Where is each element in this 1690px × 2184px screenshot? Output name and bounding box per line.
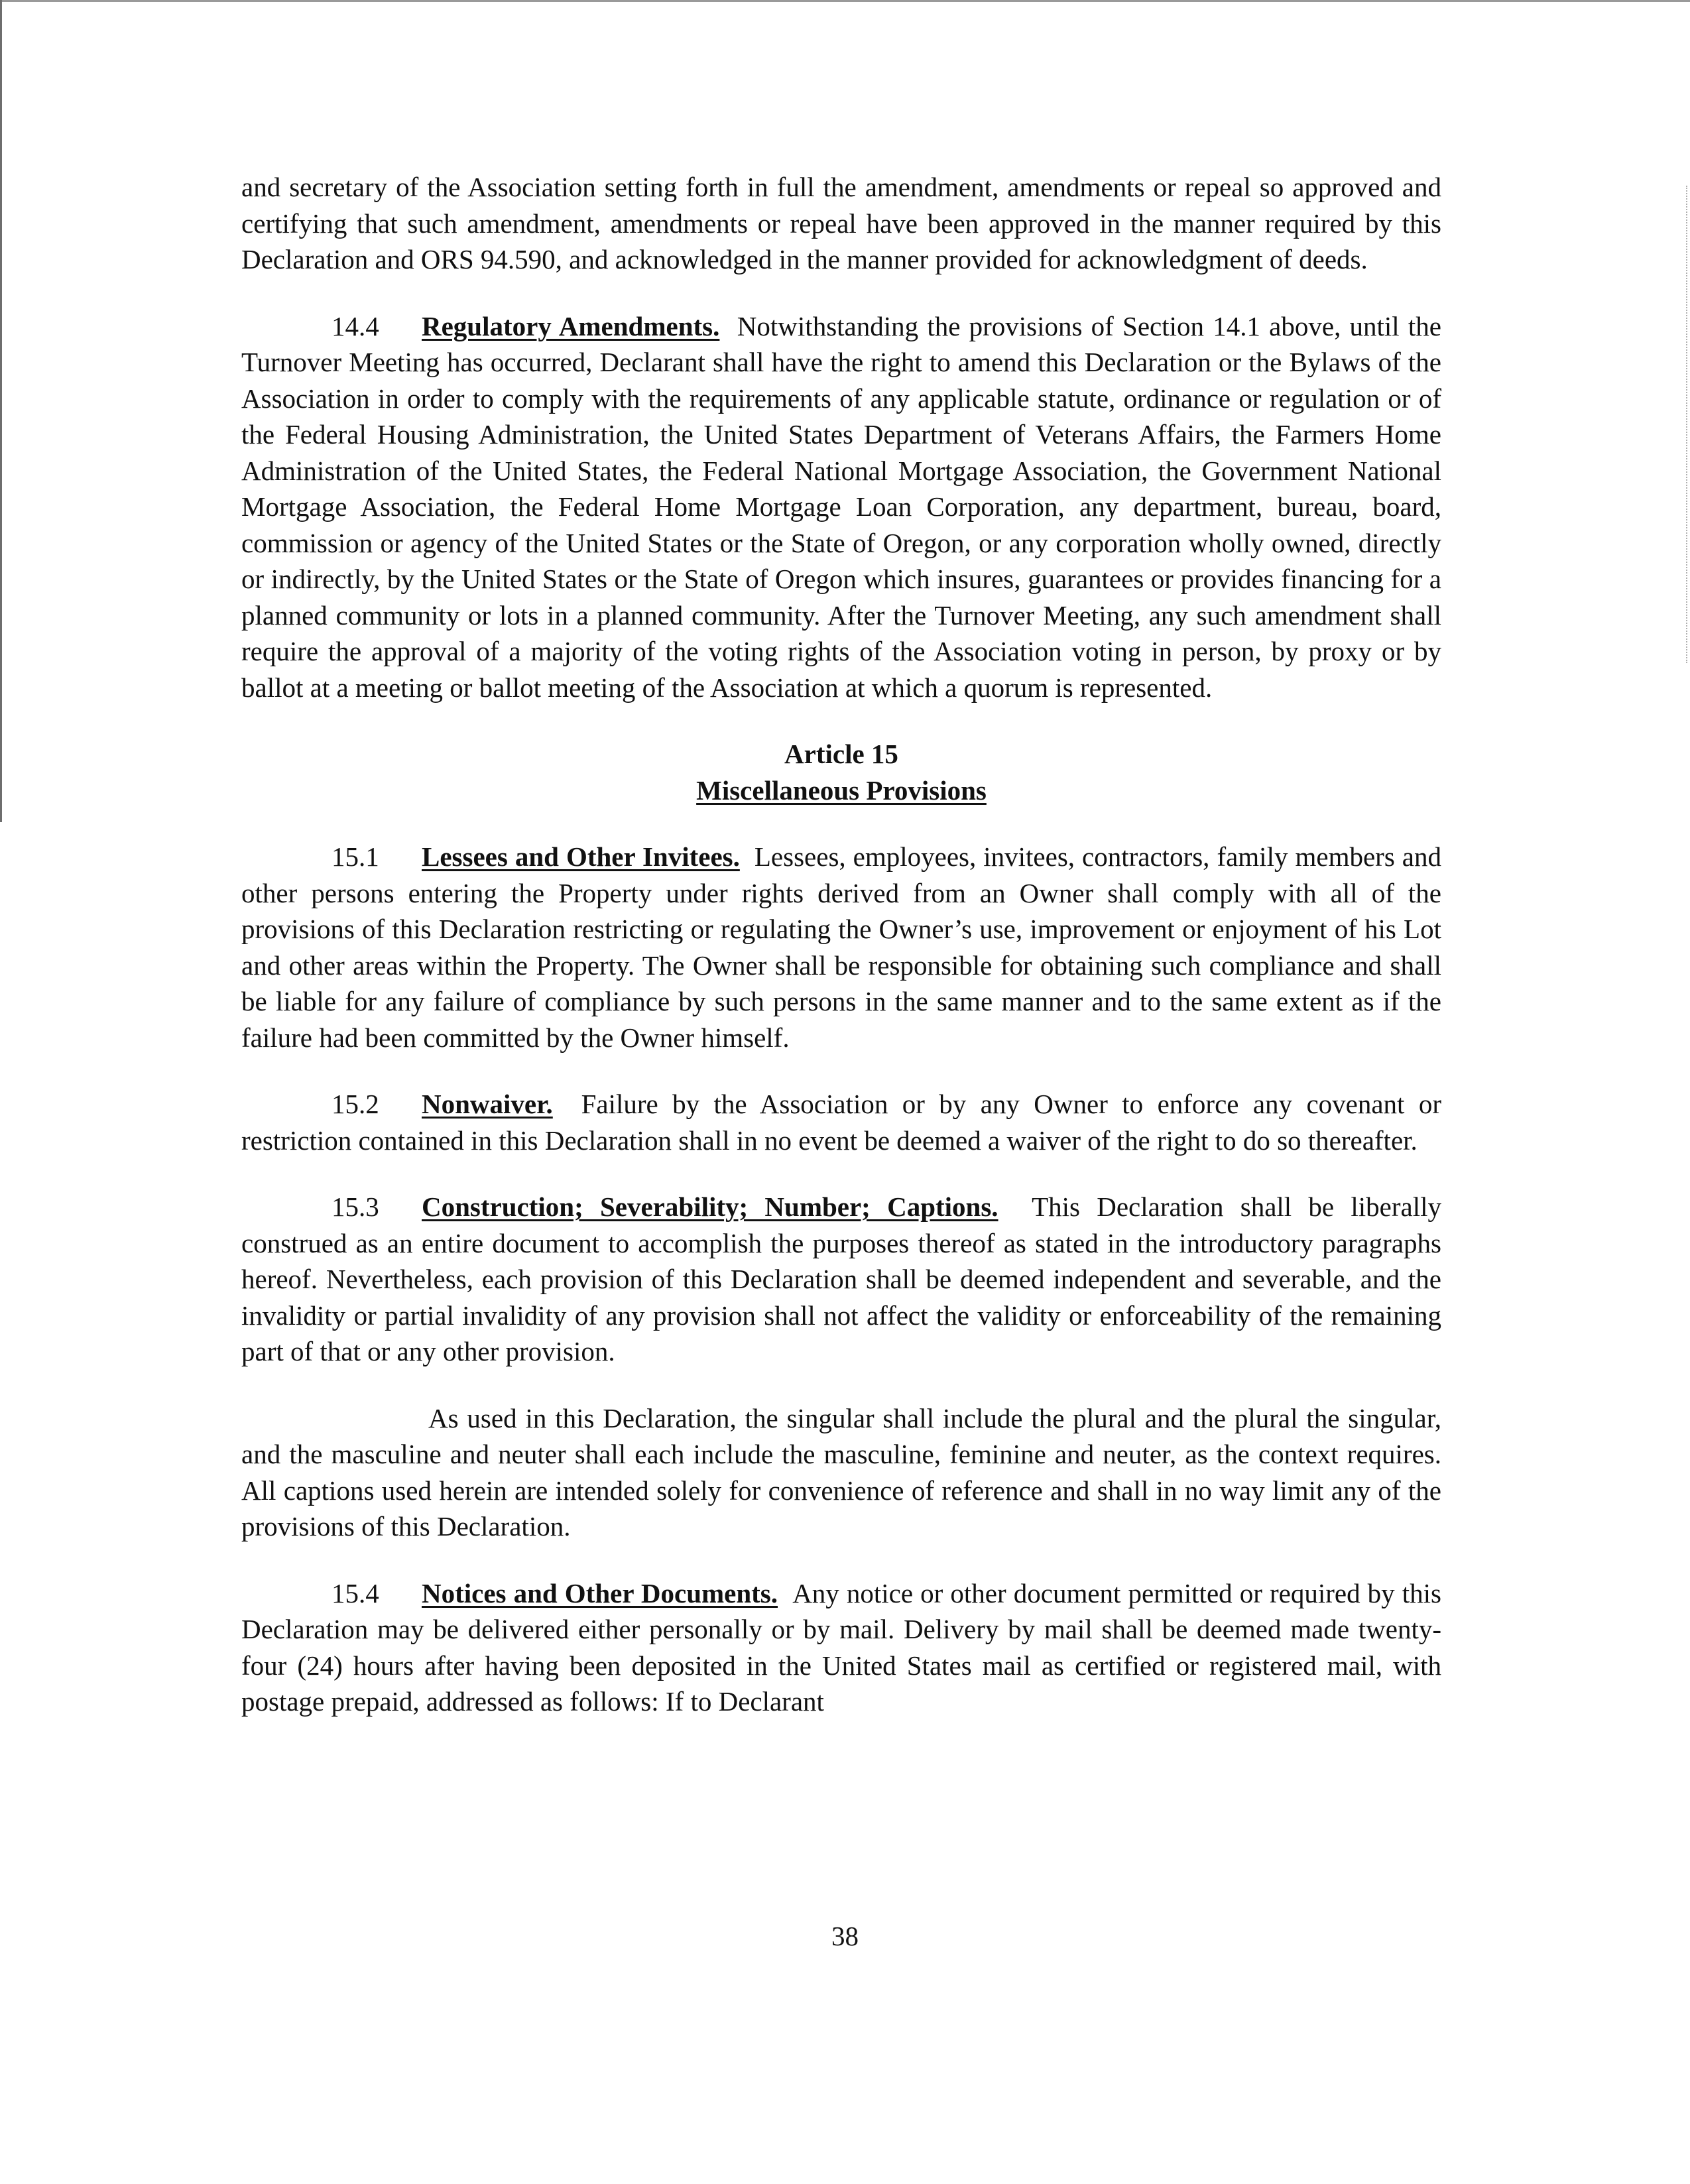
section-15-1-text: Lessees, employees, invitees, contractors, family members and other persons entering the Property under rights derived from an Owner shall comply with all of the provisions of this Declaration restricting or regulating the Owner’s use, improvement or enjoyment of his Lot and other areas within the Property. The Owner shall be responsible for obtaining such compliance and shall be liable for any failure of compliance by such persons in the same manner and to the same extent as if the failure had been committed by the Owner himself. — [241, 841, 1441, 1053]
scan-top-edge — [0, 0, 1690, 2]
section-15-3-number: 15.3 — [332, 1191, 379, 1222]
section-15-3-heading: Construction; Severability; Number; Captions. — [422, 1191, 998, 1222]
section-15-4-heading: Notices and Other Documents. — [422, 1577, 778, 1608]
section-15-4-text: Any notice or other document permitted or required by this Declaration may be delivered either personally or by mail. Delivery by mail shall be deemed made twenty-four (24) hours after having been deposited in the United States mail as certified or registered mail, with postage prepaid, addressed as follows: If to Declarant — [241, 1577, 1441, 1717]
section-15-2-text: Failure by the Association or by any Owner to enforce any covenant or restriction contained in this Declaration shall in no event be deemed a waiver of the right to do so thereafter. — [241, 1089, 1441, 1156]
article-15-title — [241, 772, 1441, 809]
section-15-2-heading: Nonwaiver. — [422, 1089, 553, 1119]
section-15-1 — [241, 839, 1441, 1056]
article-title: Miscellaneous Provisions — [696, 774, 987, 806]
section-15-1-heading: Lessees and Other Invitees. — [422, 841, 740, 872]
section-15-2 — [241, 1086, 1441, 1158]
section-14-4-number: 14.4 — [332, 310, 379, 341]
article-15-label — [241, 736, 1441, 772]
section-15-3-continuation — [241, 1400, 1441, 1545]
section-15-1-number: 15.1 — [332, 841, 379, 872]
scan-left-edge — [0, 0, 2, 822]
opening-paragraph-text: and secretary of the Association setting forth in full the amendment, amendments or repeal so approved and certifying that such amendment, amendments or repeal have been approved in the manner required by this Declaration and ORS 94.590, and acknowledged in the manner provided for acknowledgment of deeds. — [241, 172, 1441, 274]
section-14-4-heading: Regulatory Amendments. — [422, 310, 720, 341]
section-15-4-number: 15.4 — [332, 1577, 379, 1608]
opening-paragraph — [241, 169, 1441, 278]
section-15-2-number: 15.2 — [332, 1089, 379, 1119]
section-15-3-text: This Declaration shall be liberally construed as an entire document to accomplish the purposes thereof as stated in the introductory paragraphs hereof. Nevertheless, each provision of this Declaration shall be deemed independent and severable, and the invalidity or partial invalidity of any provision shall not affect the validity or enforceability of the remaining part of that or any other provision. — [241, 1191, 1441, 1366]
section-15-4 — [241, 1575, 1441, 1720]
page-number: 38 — [831, 1921, 859, 1951]
document-body — [241, 169, 1441, 1720]
section-14-4 — [241, 308, 1441, 706]
scan-right-edge-marks — [1685, 186, 1687, 663]
article-label: Article 15 — [784, 739, 898, 769]
section-14-4-text: Notwithstanding the provisions of Section 14.1 above, until the Turnover Meeting has occurred, Declarant shall have the right to amend this Declaration or the Bylaws of the Association in order to comply with the requirements of any applicable statute, ordinance or regulation or of the Federal Housing Administration, the United States Department of Veterans Affairs, the Farmers Home Administration of the United States, the Federal National Mortgage Association, the Government National Mortgage Association, the Federal Home Mortgage Loan Corporation, any department, bureau, board, commission or agency of the United States or the State of Oregon, or any corporation wholly owned, directly or indirectly, by the United States or the State of Oregon which insures, guarantees or provides financing for a planned community or lots in a planned community. After the Turnover Meeting, any such amendment shall require the approval of a majority of the voting rights of the Association voting in person, by proxy or by ballot at a meeting or ballot meeting of the Association at which a quorum is represented. — [241, 310, 1441, 703]
section-15-3 — [241, 1189, 1441, 1370]
section-15-3-continuation-text: As used in this Declaration, the singular shall include the plural and the plural the singular, and the masculine and neuter shall each include the masculine, feminine and neuter, as the context requires. All captions used herein are intended solely for convenience of reference and shall in no way limit any of the provisions of this Declaration. — [241, 1402, 1441, 1542]
